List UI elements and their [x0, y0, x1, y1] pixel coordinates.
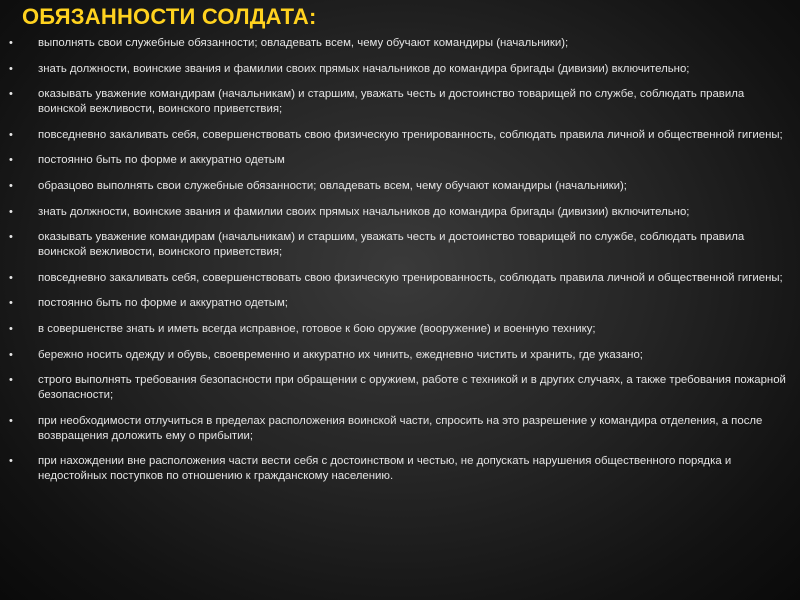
bullet-icon: • — [9, 62, 13, 75]
duty-text: бережно носить одежду и обувь, своевременно и аккуратно их чинить, ежедневно чистить и хранить, где указано; — [38, 348, 643, 361]
duty-item — [0, 271, 790, 286]
duty-text: оказывать уважение командирам (начальникам) и старшим, уважать честь и достоинство товарищей по службе, соблюдать правила воинской вежливости, воинского приветствия; — [38, 88, 745, 116]
bullet-icon: • — [9, 348, 13, 361]
duty-text: при нахождении вне расположения части вести себя с достоинством и честью, не допускать нарушения общественного порядка и недостойных поступков по отношению к гражданскому населению. — [38, 455, 732, 483]
duty-text: повседневно закаливать себя, совершенствовать свою физическую тренированность, соблюдать правила личной и общественной гигиены; — [38, 128, 783, 141]
duty-text: строго выполнять требования безопасности при обращении с оружием, работе с техникой и в других случаях, а также требования пожарной безопасности; — [38, 374, 786, 402]
duty-text: оказывать уважение командирам (начальникам) и старшим, уважать честь и достоинство товарищей по службе, соблюдать правила воинской вежливости, воинского приветствия; — [38, 231, 745, 259]
bullet-icon: • — [9, 455, 13, 468]
bullet-icon: • — [9, 37, 13, 49]
duty-item — [0, 348, 790, 363]
bullet-icon: • — [9, 154, 13, 167]
duty-item — [0, 87, 790, 117]
duty-text: выполнять свои служебные обязанности; овладевать всем, чему обучают командиры (начальники); — [38, 37, 569, 49]
duty-item — [0, 205, 790, 220]
bullet-icon: • — [9, 374, 13, 387]
duty-item — [0, 62, 790, 77]
bullet-icon: • — [9, 297, 13, 310]
duty-item — [0, 296, 790, 311]
duty-item — [0, 414, 790, 444]
bullet-icon: • — [9, 414, 13, 427]
duty-item — [0, 179, 790, 194]
duty-text: в совершенстве знать и иметь всегда исправное, готовое к бою оружие (вооружение) и военную технику; — [38, 322, 596, 335]
bullet-icon: • — [9, 322, 13, 335]
duty-text: при необходимости отлучиться в пределах расположения воинской части, спросить на это разрешение у командира отделения, а после возвращения доложить ему о прибытии; — [38, 414, 763, 442]
bullet-icon: • — [9, 231, 13, 244]
duty-item — [0, 153, 790, 168]
duty-item — [0, 36, 790, 51]
bullet-icon: • — [9, 179, 13, 192]
duty-text: знать должности, воинские звания и фамилии своих прямых начальников до командира бригады (дивизии) включительно; — [38, 205, 690, 218]
duty-text: образцово выполнять свои служебные обязанности; овладевать всем, чему обучают командиры (начальники); — [38, 179, 627, 192]
bullet-icon: • — [9, 128, 13, 141]
bullet-icon: • — [9, 205, 13, 218]
duty-text: постоянно быть по форме и аккуратно одетым; — [38, 297, 288, 310]
bullet-icon: • — [9, 271, 13, 284]
slide-title: ОБЯЗАННОСТИ СОЛДАТА: — [22, 4, 317, 29]
duty-item — [0, 322, 790, 337]
bullet-icon: • — [9, 88, 13, 101]
duty-text: повседневно закаливать себя, совершенствовать свою физическую тренированность, соблюдать правила личной и общественной гигиены; — [38, 271, 783, 284]
duty-text: постоянно быть по форме и аккуратно одетым — [38, 154, 285, 167]
duties-list — [0, 36, 790, 495]
duty-item — [0, 373, 790, 403]
duty-item — [0, 128, 790, 143]
duty-item — [0, 454, 790, 484]
duty-text: знать должности, воинские звания и фамилии своих прямых начальников до командира бригады (дивизии) включительно; — [38, 62, 690, 75]
duty-item — [0, 230, 790, 260]
